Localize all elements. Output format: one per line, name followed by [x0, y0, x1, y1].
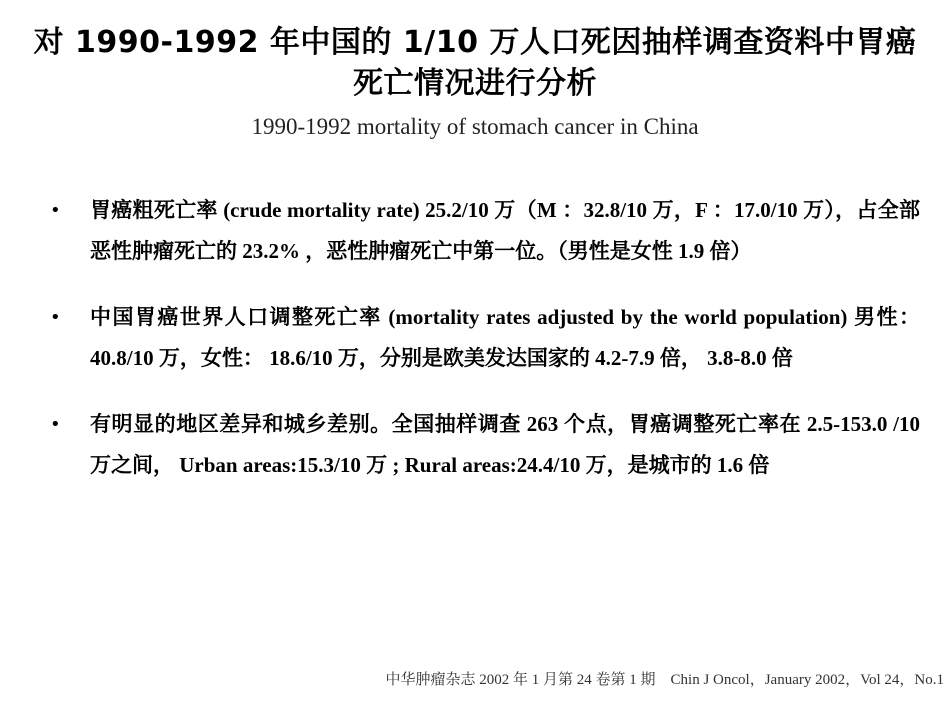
bullet-item-regional-difference [50, 404, 920, 486]
bullet-item-adjusted-mortality [50, 297, 920, 379]
bullet-dot-icon: • [50, 307, 61, 328]
bullet-item-crude-mortality [50, 190, 920, 272]
slide-subtitle: 1990-1992 mortality of stomach cancer in China [251, 114, 699, 139]
bullet-text: 有明显的地区差异和城乡差别。全国抽样调查 263 个点，胃癌调整死亡率在 2.5-153.0 /10 万之间， Urban areas:15.3/10 万 ; Rural areas:24.4/10 万，是城市的 1.6 倍 [90, 412, 920, 477]
bullet-text: 胃癌粗死亡率 (crude mortality rate) 25.2/10 万（M ：32.8/10 万，F ：17.0/10 万），占全部恶性肿瘤死亡的 23.2% ，恶性肿瘤死亡中第一位。（男性是女性 1.9 倍） [90, 198, 920, 263]
bullet-text: 中国胃癌世界人口调整死亡率 (mortality rates adjusted by the world population) 男性： 40.8/10 万，女性： 18.6/10 万，分别是欧美发达国家的 4.2-7.9 倍， 3.8-8.0 倍 [90, 305, 920, 370]
journal-citation: 中华肿瘤杂志 2002 年 1 月第 24 卷第 1 期 Chin J Oncol，January 2002，Vol 24，No.1 [385, 672, 944, 688]
bullet-dot-icon: • [50, 414, 61, 435]
bullet-dot-icon: • [50, 200, 61, 221]
slide-title: 对 1990-1992 年中国的 1/10 万人口死因抽样调查资料中胃癌死亡情况进行分析 [33, 25, 917, 101]
bullet-list [50, 190, 920, 486]
